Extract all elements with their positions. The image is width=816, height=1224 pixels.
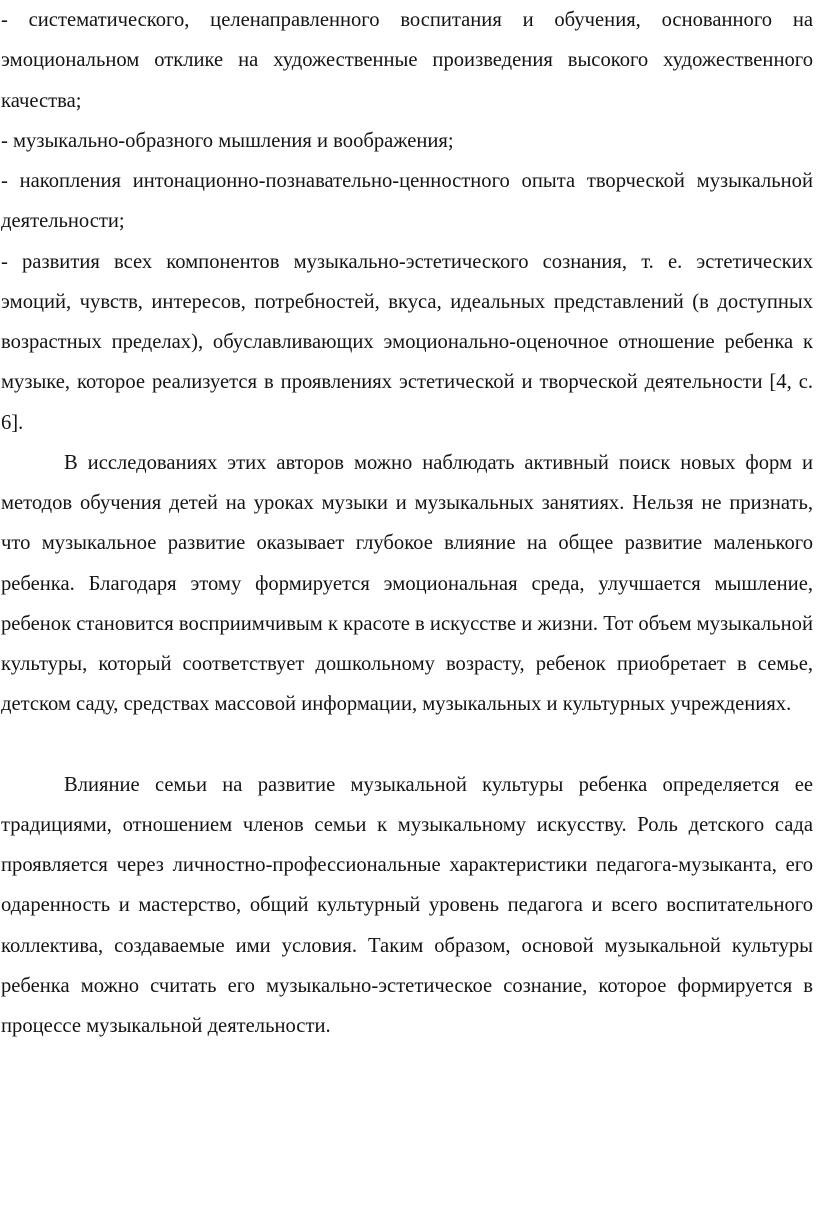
paragraph-research: В исследованиях этих авторов можно наблюдать активный поиск новых форм и методов обучения детей на уроках музыки и музыкальных занятиях. Нельзя не признать, что музыкальное развитие оказывает глубокое влияние на общее развитие маленького ребенка. Благодаря этому формируется эмоциональная среда, улучшается мышление, ребенок становится восприимчивым к красоте в искусстве и жизни. Тот объем музыкальной культуры, который соответствует дошкольному возрасту, ребенок приобретает в семье, детском саду, средствах массовой информации, музыкальных и культурных учреждениях.: [1, 451, 813, 716]
list-item-experience: - накопления интонационно-познавательно-ценностного опыта творческой музыкальной деятельности;: [1, 170, 813, 233]
list-item-upbringing: - систематического, целенаправленного воспитания и обучения, основанного на эмоциональном отклике на художественные произведения высокого художественного качества;: [1, 9, 813, 112]
paragraph-spacer: [1, 725, 813, 765]
list-item-consciousness: - развития всех компонентов музыкально-эстетического сознания, т. е. эстетических эмоций, чувств, интересов, потребностей, вкуса, идеальных представлений (в доступных возрастных пределах), обуславливающих эмоционально-оценочное отношение ребенка к музыке, которое реализуется в проявлениях эстетической и творческой деятельности [4, с. 6].: [1, 250, 813, 434]
list-item-thinking: - музыкально-образного мышления и воображения;: [1, 129, 454, 152]
paragraph-family-influence: Влияние семьи на развитие музыкальной культуры ребенка определяется ее традициями, отношением членов семьи к музыкальному искусству. Роль детского сада проявляется через личностно-профессиональные характеристики педагога-музыканта, его одаренность и мастерство, общий культурный уровень педагога и всего воспитательного коллектива, создаваемые ими условия. Таким образом, основой музыкальной культуры ребенка можно считать его музыкально-эстетическое сознание, которое формируется в процессе музыкальной деятельности.: [1, 773, 813, 1037]
